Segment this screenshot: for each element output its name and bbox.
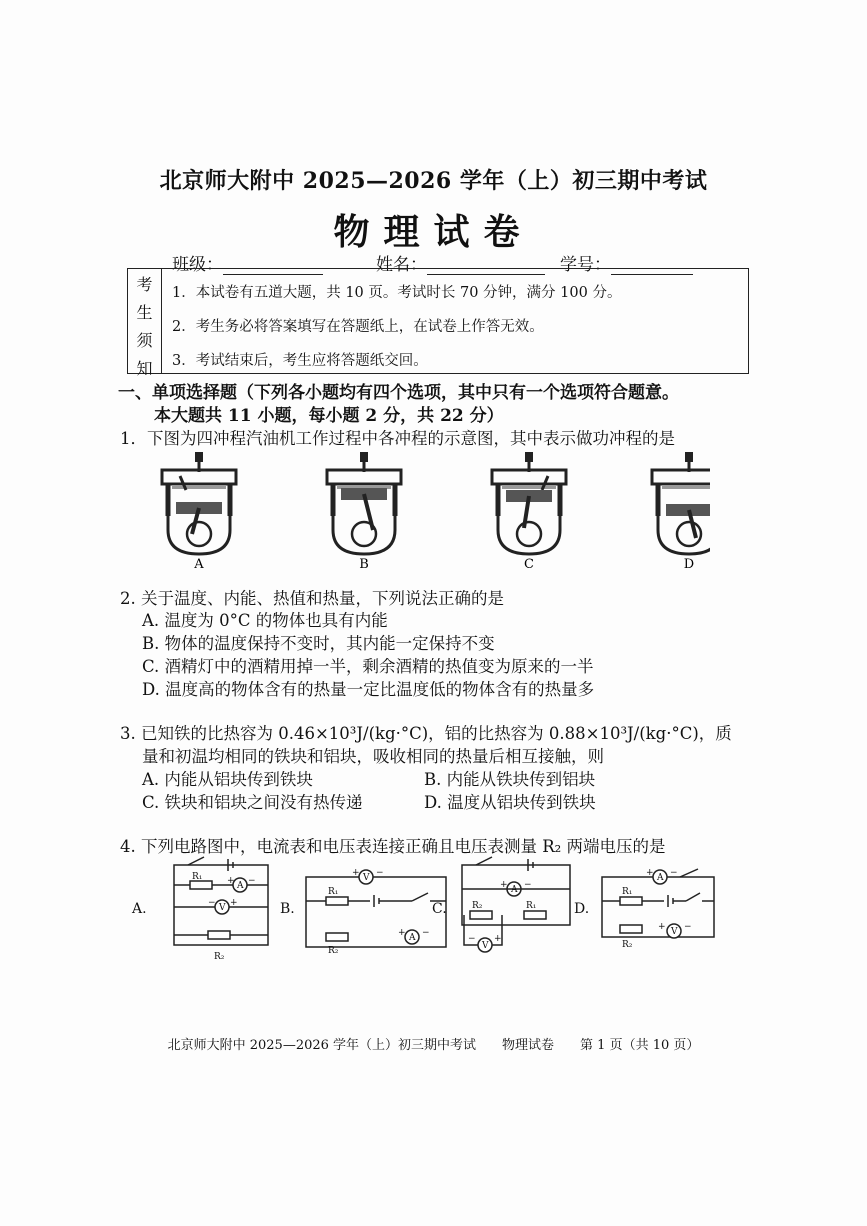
plus-sign: + [398,928,406,938]
r1-label: R₁ [622,887,633,897]
engine-label-a: A [194,557,204,572]
plus-sign: + [500,880,508,890]
circuit-label-d: D. [574,901,590,917]
notice-label [128,269,162,378]
minus-sign: − [684,922,692,932]
engine-diagrams [150,450,710,575]
paper-title: 物理试卷 [333,211,534,253]
voltmeter-b-label: V [363,873,370,883]
engine-diagram-a[interactable] [162,452,236,554]
r1-label: R₁ [526,901,537,911]
r2-label: R₂ [472,901,483,911]
plus-sign: + [494,934,502,944]
question-2-option-c[interactable]: C. 酒精灯中的酒精用掉一半，剩余酒精的热值变为原来的一半 [142,657,594,676]
ammeter-c-label: A [511,885,518,895]
section-subheading: 本大题共 11 小题，每小题 2 分，共 22 分） [154,406,504,426]
r2-label: R₂ [622,940,633,950]
engine-label-c: C [524,557,534,572]
engine-label-d: D [683,557,695,572]
notice-label-char: 须 [136,331,153,350]
plus-sign: + [352,868,360,878]
notice-item: 2．考生务必将答案填写在答题纸上，在试卷上作答无效。 [172,319,544,335]
name-label: 姓名： [376,255,427,275]
page-footer: 北京师大附中 2025—2026 学年（上）初三期中考试 物理试卷 第 1 页（共 10 页） [167,1038,700,1053]
question-4-stem: 4. 下列电路图中，电流表和电压表连接正确且电压表测量 R₂ 两端电压的是 [120,837,666,856]
minus-sign: − [376,868,384,878]
ammeter-d-label: A [657,873,664,883]
plus-sign: + [658,922,666,932]
question-3-option-d[interactable]: D. 温度从铝块传到铁块 [424,793,596,812]
circuit-label-c: C. [432,901,447,917]
notice-label-char: 知 [136,359,153,378]
ammeter-b-label: A [409,933,416,943]
question-2-option-a[interactable]: A. 温度为 0°C 的物体也具有内能 [142,611,388,630]
plus-sign: + [227,876,235,886]
notice-item: 1．本试卷有五道大题，共 10 页。考试时长 70 分钟，满分 100 分。 [172,285,622,301]
r1-label: R₁ [328,887,339,897]
class-label: 班级： [172,255,223,275]
minus-sign: − [208,898,216,908]
question-2-stem: 2. 关于温度、内能、热值和热量，下列说法正确的是 [120,589,504,608]
engine-diagram-b[interactable] [327,452,401,554]
student-no-label: 学号： [560,255,611,275]
question-3-stem-line2: 量和初温均相同的铁块和铝块，吸收相同的热量后相互接触，则 [142,747,604,766]
question-3-stem-line1: 3. 已知铁的比热容为 0.46×10³J/(kg·°C)，铝的比热容为 0.88×10³J/(kg·°C)，质 [120,724,732,743]
notice-label-char: 生 [136,303,153,322]
r2-label: R₂ [214,952,225,962]
exam-title: 北京师大附中 2025—2026 学年（上）初三期中考试 [159,168,708,194]
minus-sign: − [468,934,476,944]
minus-sign: − [524,880,532,890]
engine-diagram-c[interactable] [492,452,566,554]
question-2-option-b[interactable]: B. 物体的温度保持不变时，其内能一定保持不变 [142,634,495,653]
notice-item: 3．考试结束后，考生应将答题纸交回。 [172,353,428,369]
r1-label: R₁ [192,872,203,882]
engine-diagram-d[interactable] [652,452,710,554]
engine-label-b: B [359,557,369,572]
question-2-option-d[interactable]: D. 温度高的物体含有的热量一定比温度低的物体含有的热量多 [142,680,595,699]
circuit-label-b: B. [280,901,295,917]
r2-label: R₂ [328,946,339,956]
plus-sign: + [646,868,654,878]
minus-sign: − [670,868,678,878]
notice-label-char: 考 [136,275,153,294]
notice-box [127,268,749,378]
circuit-label-a: A. [132,901,147,917]
question-3-option-a[interactable]: A. 内能从铝块传到铁块 [142,770,313,789]
minus-sign: − [248,876,256,886]
voltmeter-d-label: V [671,927,678,937]
voltmeter-a-label: V [219,903,226,913]
circuit-a[interactable] [174,857,268,945]
minus-sign: − [422,928,430,938]
question-3-option-c[interactable]: C. 铁块和铝块之间没有热传递 [142,793,363,812]
circuit-diagrams [130,855,730,965]
ammeter-a-label: A [237,881,244,891]
question-1-stem: 1．下图为四冲程汽油机工作过程中各冲程的示意图，其中表示做功冲程的是 [120,429,675,448]
section-heading: 一、单项选择题（下列各小题均有四个选项，其中只有一个选项符合题意。 [118,383,679,403]
voltmeter-c-label: V [482,941,489,951]
plus-sign: + [230,898,238,908]
question-3-option-b[interactable]: B. 内能从铁块传到铝块 [424,770,596,789]
